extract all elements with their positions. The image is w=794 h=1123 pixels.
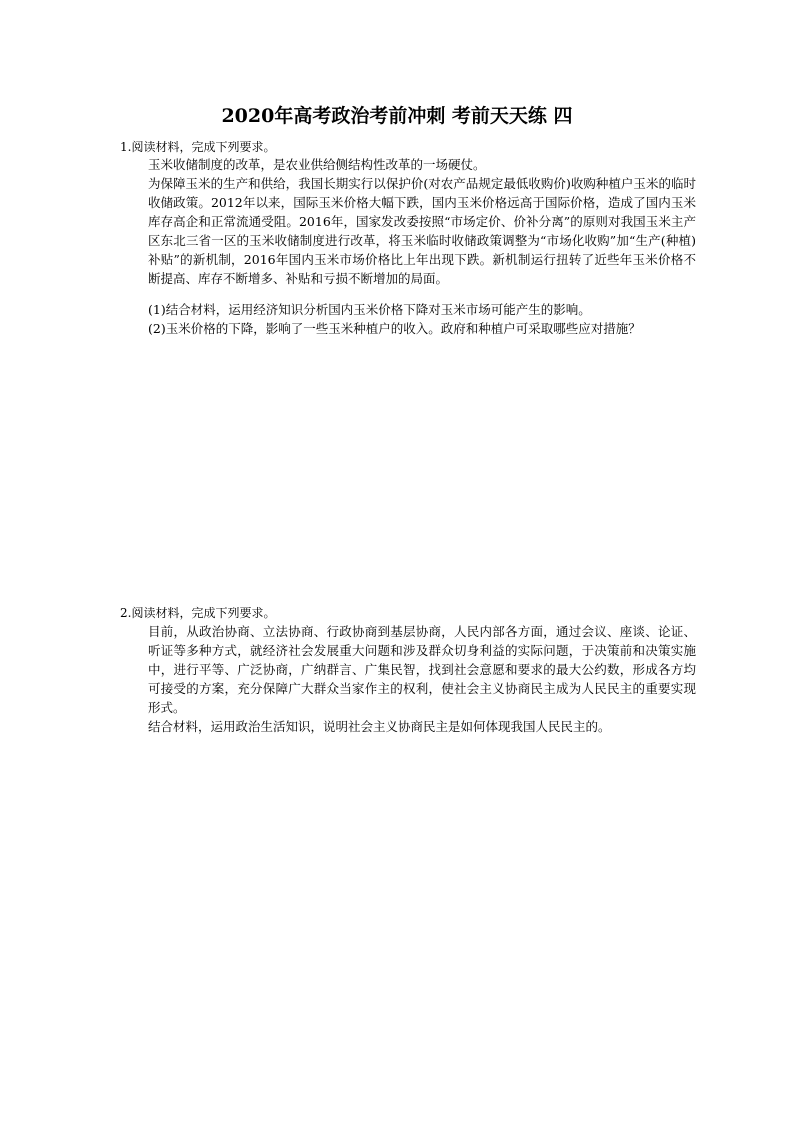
question-2-prompt: 2.阅读材料，完成下列要求。 [120, 606, 276, 620]
question-1-sub-1: (1)结合材料，运用经济知识分析国内玉米价格下降对玉米市场可能产生的影响。 [148, 302, 591, 317]
question-2-task: 结合材料，运用政治生活知识，说明社会主义协商民主是如何体现我国人民民主的。 [148, 719, 611, 734]
question-1-prompt: 1.阅读材料，完成下列要求。 [120, 140, 276, 154]
question-2-material: 目前，从政治协商、立法协商、行政协商到基层协商，人民内部各方面，通过会议、座谈、论证、听证等多种方式，就经济社会发展重大问题和涉及群众切身利益的实际问题，于决策前和决策实施中，进行平等、广泛协商，广纳群言、广集民智，找到社会意愿和要求的最大公约数，形成各方均可接受的方案，充分保障广大群众当家作主的权利，使社会主义协商民主成为人民民主的重要实现形式。 [148, 624, 696, 715]
question-1-sub-2: (2)玉米价格的下降，影响了一些玉米种植户的收入。政府和种植户可采取哪些应对措施？ [148, 321, 641, 336]
question-1-material: 为保障玉米的生产和供给，我国长期实行以保护价(对农产品规定最低收购价)收购种植户玉米的临时收储政策。2012年以来，国际玉米价格大幅下跌，国内玉米价格远高于国际价格，造成了国内玉米库存高企和正常流通受阻。2016年，国家发改委按照“市场定价、价补分离”的原则对我国玉米主产区东北三省一区的玉米收储制度进行改革，将玉米临时收储政策调整为“市场化收购”加“生产(种植)补贴”的新机制，2016年国内玉米市场价格比上年出现下跌。新机制运行扭转了近些年玉米价格不断提高、库存不断增多、补贴和亏损不断增加的局面。 [148, 176, 696, 286]
question-1-lead: 玉米收储制度的改革，是农业供给侧结构性改革的一场硬仗。 [148, 157, 486, 172]
page-title: 2020年高考政治考前冲刺 考前天天练 四 [221, 105, 573, 127]
